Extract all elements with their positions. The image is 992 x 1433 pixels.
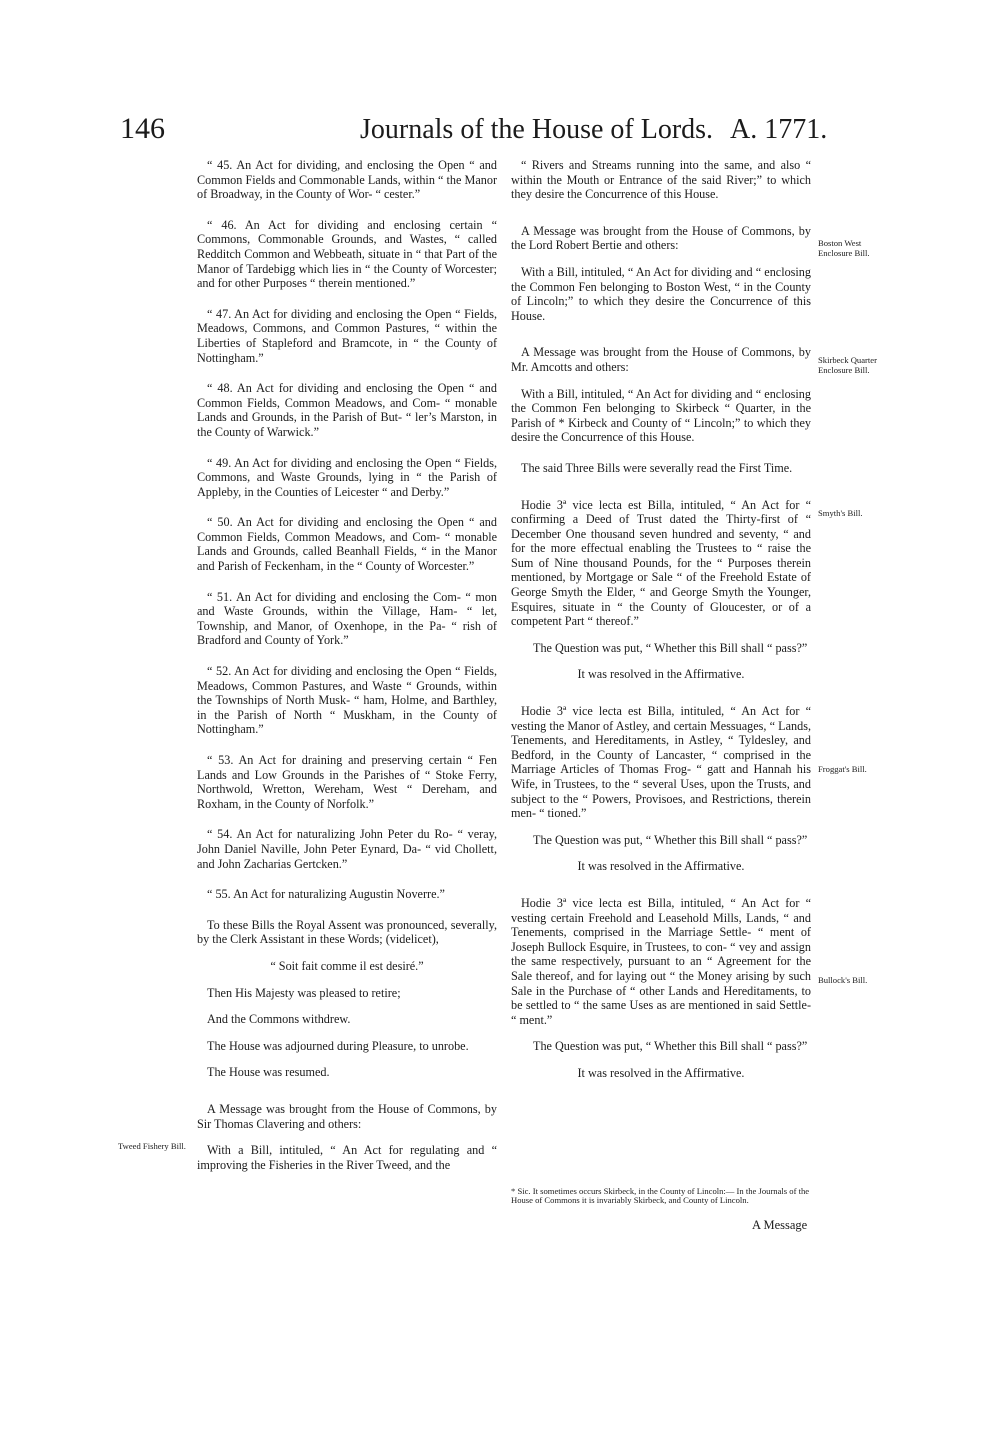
- skirbeck-message-text: A Message was brought from the House of Commons, by Mr. Amcotts and others:: [511, 345, 811, 374]
- adjourned-text: The House was adjourned during Pleasure, to unrobe.: [207, 1038, 469, 1053]
- act-51: “ 51. An Act for dividing and enclosing the Com- “ mon and Waste Grounds, within the Village, Ham- “ let, Township, and Manor, of Oxenhope, in the Pa- “ rish of Bradford and County of York.”: [197, 589, 497, 648]
- margin-note-boston: Boston West Enclosure Bill.: [818, 238, 870, 258]
- royal-assent-text: To these Bills the Royal Assent was pronounced, severally, by the Clerk Assistant in these Words; (videlicet),: [197, 917, 497, 947]
- margin-note-skirbeck: Skirbeck Quarter Enclosure Bill.: [818, 355, 877, 375]
- froggat-bill-text: Hodie 3ª vice lecta est Billa, intituled, “ An Act for “ vesting the Manor of Astley, and certain Messuages, “ Lands, Tenements, and Hereditaments, in Astley, “ Tyldesley, and Bedford, in the County of Lancaster, “ comprised in the Marriage Articles of Thomas Frog- “ gatt and Hannah his Wife, in Trustees, to the “ several Uses, upon the Trusts, and subject to the “ Powers, Provisoes, and Restrictions, therein men- “ tioned.”: [511, 704, 811, 821]
- commons-withdrew-text: And the Commons withdrew.: [207, 1012, 351, 1027]
- margin-note-froggat: Froggat's Bill.: [818, 764, 867, 774]
- act-54: “ 54. An Act for naturalizing John Peter du Ro- “ veray, John Daniel Naville, John Peter Eynard, Da- “ vid Chollett, and John Zacharias Gertcken.”: [197, 827, 497, 871]
- act-55: “ 55. An Act for naturalizing Augustin Noverre.”: [207, 887, 445, 902]
- tweed-bill-continued: “ Rivers and Streams running into the same, and also “ within the Mouth or Entrance of the said River;” to which they desire the Concurrence of this House.: [511, 158, 811, 202]
- running-title: Journals of the House of Lords.: [360, 114, 714, 145]
- right-column: [511, 158, 811, 1081]
- resolved-3: It was resolved in the Affirmative.: [577, 1065, 745, 1080]
- act-49: “ 49. An Act for dividing and enclosing the Open “ Fields, Commons, and Waste Grounds, lying in “ the Parish of Appleby, in the Counties of Leicester “ and Derby.”: [197, 455, 497, 499]
- boston-message-text: A Message was brought from the House of Commons, by the Lord Robert Bertie and others:: [511, 223, 811, 253]
- footnote: * Sic. It sometimes occurs Skirbeck, in the County of Lincoln:— In the Journals of the House of Commons it is invariably Skirbeck, and County of Lincoln.: [511, 1186, 810, 1206]
- catchword: A Message: [752, 1218, 808, 1232]
- act-50: “ 50. An Act for dividing and enclosing the Open “ and Common Fields, Common Meadows, and Com- “ monable Lands and Grounds, called Beanhall Fields, “ in the Manor and Parish of Feckenham, in the “ County of Worcester.”: [197, 515, 497, 574]
- page-number: 146: [120, 112, 165, 145]
- resumed-text: The House was resumed.: [207, 1065, 330, 1080]
- smyth-bill-text: Hodie 3ª vice lecta est Billa, intituled, “ An Act for “ confirming a Deed of Trust dated the Thirty-first of “ December One thousand seven hundred and seventy, “ and for the more effectual enabling the Trustees to “ raise the Sum of Nine thousand Pounds, for the “ Purposes therein mentioned, by Mortgage or Sale “ of the Freehold Estate of George Smyth the Elder, “ and George Smyth the Younger, Esquires, situate in “ the County of Gloucester, or of a competent Part “ thereof.”: [511, 497, 811, 629]
- year-marker: A. 1771.: [730, 114, 828, 145]
- act-52: “ 52. An Act for dividing and enclosing the Open “ Fields, Meadows, Common Pastures, and Waste “ Grounds, within the Townships of North Musk- “ ham, Holme, and Barthley, in the Parish of North “ Muskham, in the County of Nottingham.”: [197, 664, 497, 737]
- left-column: [197, 158, 497, 1172]
- tweed-bill-text: With a Bill, intituled, “ An Act for regulating and “ improving the Fisheries in the River Tweed, and the: [197, 1143, 497, 1172]
- margin-note-tweed: Tweed Fishery Bill.: [118, 1141, 186, 1151]
- skirbeck-bill-text: With a Bill, intituled, “ An Act for dividing and “ enclosing the Common Fen belonging to Skirbeck “ Quarter, in the Parish of * Kirbeck and County of “ Lincoln;” to which they desire the Concurrence of this House.: [511, 386, 811, 445]
- act-53: “ 53. An Act for draining and preserving certain “ Fen Lands and Low Grounds in the Parishes of “ Stoke Ferry, Northwold, Wretton, Wereham, West “ Dereham, and Roxham, in the County of Norfolk.”: [197, 753, 497, 811]
- question-put-1: The Question was put, “ Whether this Bill shall “ pass?”: [533, 640, 808, 655]
- soit-fait-text: “ Soit fait comme il est desiré.”: [270, 958, 424, 973]
- bullock-bill-text: Hodie 3ª vice lecta est Billa, intituled, “ An Act for “ vesting certain Freehold and Leasehold Mills, Lands, “ and Tenements, comprised in the Marriage Settle- “ ment of Joseph Bullock Esquire, in Trustees, to con- “ vey and assign the same respectively, pursuant to an “ Agreement for the Sale thereof, and for laying out “ the Money arising by such Sale in the Purchase of “ other Lands and Hereditaments, to be settled to “ the same Uses as are mentioned in said Settle- “ ment.”: [511, 895, 811, 1027]
- majesty-retire-text: Then His Majesty was pleased to retire;: [207, 985, 401, 1000]
- resolved-2: It was resolved in the Affirmative.: [577, 859, 745, 874]
- act-46: “ 46. An Act for dividing and enclosing certain “ Commons, Commonable Grounds, and Wastes, “ called Redditch Common and Webbeath, situate in “ that Part of the Manor of Tardebigg which lies in “ the County of Worcester; and for other Purposes “ therein mentioned.”: [197, 217, 497, 291]
- first-reading-text: The said Three Bills were severally read the First Time.: [521, 460, 793, 475]
- question-put-2: The Question was put, “ Whether this Bill shall “ pass?”: [533, 832, 808, 847]
- act-45: “ 45. An Act for dividing, and enclosing the Open “ and Common Fields and Commonable Lands, within “ the Manor of Broadway, in the County of Wor- “ cester.”: [197, 158, 497, 202]
- act-47: “ 47. An Act for dividing and enclosing the Open “ Fields, Meadows, Commons, and Common Pastures, “ within the Liberties of Stapleford and Bramcote, in “ the County of Nottingham.”: [197, 306, 497, 365]
- boston-bill-text: With a Bill, intituled, “ An Act for dividing and “ enclosing the Common Fen belonging to Boston West, “ in the County of Lincoln;” to which they desire the Concurrence of this House.: [511, 264, 811, 323]
- act-48: “ 48. An Act for dividing and enclosing the Open “ and Common Fields, Common Meadows, and Com- “ monable Lands and Grounds, in the Parish of But- “ ler’s Marston, in the County of Warwick.”: [197, 381, 497, 439]
- question-put-3: The Question was put, “ Whether this Bill shall “ pass?”: [533, 1039, 808, 1054]
- margin-note-bullock: Bullock's Bill.: [818, 975, 868, 985]
- resolved-1: It was resolved in the Affirmative.: [577, 667, 745, 682]
- tweed-message-text: A Message was brought from the House of Commons, by Sir Thomas Clavering and others:: [197, 1101, 497, 1131]
- margin-note-smyth: Smyth's Bill.: [818, 508, 863, 518]
